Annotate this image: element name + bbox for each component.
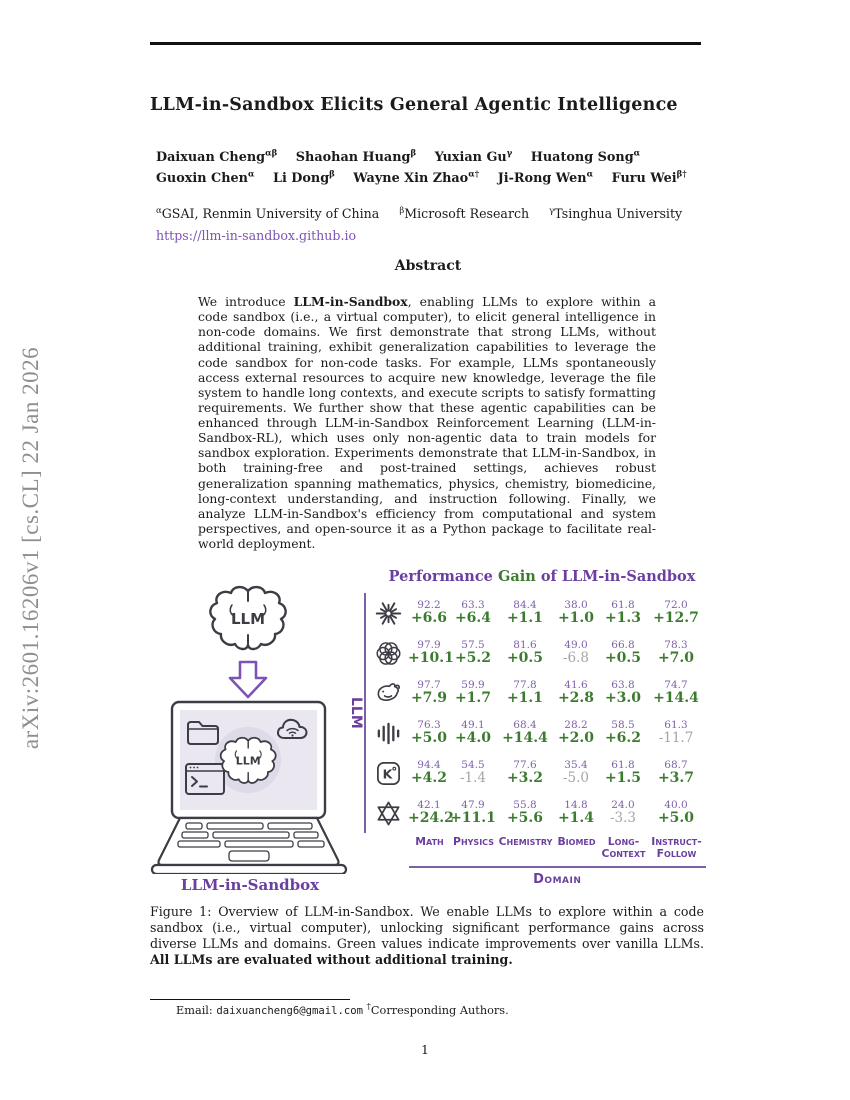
chart-title-rest: of LLM-in-Sandbox xyxy=(540,568,696,585)
screen-brain-icon xyxy=(221,738,276,783)
author-superscript: γ xyxy=(506,148,513,159)
baseline-score: 40.0 xyxy=(664,798,688,811)
score-cell xyxy=(598,640,648,666)
score-cell xyxy=(598,720,648,746)
illustration-caption: LLM-in-Sandbox xyxy=(180,876,320,894)
y-axis-label: LLM xyxy=(348,697,364,729)
baseline-score: 57.5 xyxy=(461,638,485,651)
baseline-score: 78.3 xyxy=(664,638,688,651)
gain-value: +6.6 xyxy=(410,610,448,627)
gain-value: +5.2 xyxy=(454,650,492,667)
author: Yuxian $Gu^\gamma$ xyxy=(434,148,513,165)
score-cell xyxy=(408,680,450,706)
chart-title xyxy=(378,568,706,585)
footnote-email: daixuancheng6@gmail.com xyxy=(216,1005,364,1017)
x-axis xyxy=(409,866,707,887)
author: Li Dong$^\beta$ xyxy=(272,169,335,186)
abstract-bold-term: LLM-in-Sandbox xyxy=(293,294,408,309)
baseline-score: 47.9 xyxy=(461,798,485,811)
score-cell xyxy=(496,640,554,666)
score-cell xyxy=(648,680,704,706)
column-label: Long- Context xyxy=(601,835,646,860)
score-cell xyxy=(450,720,496,746)
author: Huatong Song$^\alpha$ xyxy=(530,148,641,165)
gain-value: +24.2 xyxy=(408,810,454,827)
performance-chart xyxy=(348,568,706,887)
baseline-score: 97.7 xyxy=(417,678,441,691)
gain-value: +0.5 xyxy=(604,650,642,667)
gain-value: +2.8 xyxy=(557,690,595,707)
column-label: Instruct- Follow xyxy=(651,835,702,860)
score-cell xyxy=(598,760,648,786)
gain-value: +7.9 xyxy=(410,690,448,707)
gain-value: +1.0 xyxy=(557,610,595,627)
baseline-score: 49.1 xyxy=(461,718,485,731)
author-superscript: β xyxy=(410,148,417,159)
baseline-score: 66.8 xyxy=(611,638,635,651)
score-cell xyxy=(648,600,704,626)
chart-grid xyxy=(364,593,706,833)
chart-title-gain: Gain xyxy=(497,568,536,585)
baseline-score: 35.4 xyxy=(564,759,588,772)
score-cell xyxy=(554,600,598,626)
paper-title: LLM-in-Sandbox Elicits General Agentic Intelligence xyxy=(150,95,678,115)
gain-value: -3.3 xyxy=(609,810,637,827)
footnote-rule xyxy=(150,999,350,1000)
score-cell xyxy=(598,800,648,826)
down-arrow-icon xyxy=(230,662,266,697)
score-cell xyxy=(648,800,704,826)
qwen-model-icon xyxy=(368,800,408,827)
affiliation-superscript: β xyxy=(399,205,405,216)
laptop-base xyxy=(152,865,346,874)
gain-value: +6.4 xyxy=(454,610,492,627)
baseline-score: 76.3 xyxy=(417,718,441,731)
gain-value: +5.0 xyxy=(410,730,448,747)
starburst-model-icon xyxy=(368,600,408,627)
gain-value: -5.0 xyxy=(562,770,590,787)
gain-value: -6.8 xyxy=(562,650,590,667)
score-cell xyxy=(496,600,554,626)
baseline-score: 28.2 xyxy=(564,718,588,731)
project-link[interactable]: https://llm-in-sandbox.github.io xyxy=(156,228,357,243)
abstract-text xyxy=(198,294,656,551)
baseline-score: 59.9 xyxy=(461,678,485,691)
score-cell xyxy=(408,638,454,667)
gain-value: +12.7 xyxy=(653,610,699,627)
score-cell xyxy=(408,798,454,827)
gain-value: +5.6 xyxy=(506,810,544,827)
author: Daixuan Cheng$^{\alpha\beta}$ xyxy=(156,148,278,165)
openai-model-icon xyxy=(368,640,408,667)
gain-value: -11.7 xyxy=(658,730,694,747)
column-label: Physics xyxy=(453,835,494,848)
column-label: Chemistry xyxy=(498,835,553,848)
baseline-score: 58.5 xyxy=(611,718,635,731)
author-superscript: α xyxy=(247,169,255,180)
affiliation: $^\gamma$Tsinghua University xyxy=(549,205,683,221)
score-cell xyxy=(496,800,554,826)
baseline-score: 77.8 xyxy=(513,678,537,691)
baseline-score: 74.7 xyxy=(664,678,688,691)
author: Ji-Rong Wen$^\alpha$ xyxy=(497,169,594,186)
abstract-pre: We introduce xyxy=(198,294,294,309)
footnote-corresponding: Corresponding Authors. xyxy=(370,1004,509,1017)
baseline-score: 92.2 xyxy=(417,598,441,611)
baseline-score: 41.6 xyxy=(564,678,588,691)
figure-caption-text: Figure 1: Overview of LLM-in-Sandbox. We enable LLMs to explore within a code sandbox (i.e., virtual computer), unlocking significant performance gains across diverse LLMs and domains. Green values indicate improvements over vanilla LLMs. xyxy=(150,904,704,952)
baseline-score: 61.8 xyxy=(611,598,635,611)
author: Furu Wei$^{\beta\dagger}$ xyxy=(611,169,687,186)
baseline-score: 68.7 xyxy=(664,758,688,771)
baseline-score: 49.0 xyxy=(564,639,588,652)
footnote xyxy=(150,1004,706,1017)
baseline-score: 94.4 xyxy=(417,758,441,771)
figure-caption xyxy=(150,904,704,968)
column-label: Math xyxy=(415,835,444,848)
arxiv-watermark: arXiv:2601.16206v1 [cs.CL] 22 Jan 2026 xyxy=(18,346,43,750)
author-superscript: α† xyxy=(468,169,480,180)
baseline-score: 24.0 xyxy=(611,799,635,812)
score-cell xyxy=(450,680,496,706)
score-cell xyxy=(496,680,554,706)
score-cell xyxy=(554,680,598,706)
baseline-score: 55.8 xyxy=(513,798,537,811)
author: Guoxin Chen$^\alpha$ xyxy=(156,169,255,186)
folder-icon xyxy=(188,722,218,744)
gain-value: +4.2 xyxy=(410,770,448,787)
sandbox-illustration xyxy=(150,574,350,894)
chart-title-performance: Performance xyxy=(388,568,493,585)
llm-brain-icon xyxy=(210,587,285,649)
gain-value: +11.1 xyxy=(450,810,496,827)
column-label: Biomed xyxy=(557,835,596,848)
score-cell xyxy=(598,600,648,626)
gain-value: +1.1 xyxy=(506,610,544,627)
baseline-score: 38.0 xyxy=(564,598,588,611)
gain-value: +10.1 xyxy=(408,650,454,667)
score-cell xyxy=(554,800,598,826)
score-cell xyxy=(450,640,496,666)
gain-value: +2.0 xyxy=(557,730,595,747)
score-cell xyxy=(648,760,704,786)
score-cell xyxy=(450,600,496,626)
gain-value: +5.0 xyxy=(657,810,695,827)
header-rule xyxy=(150,42,701,45)
author-list xyxy=(156,148,708,189)
score-cell xyxy=(554,720,598,746)
baseline-score: 77.6 xyxy=(513,758,537,771)
score-cell xyxy=(408,600,450,626)
author-superscript: β† xyxy=(676,169,687,180)
page-number: 1 xyxy=(421,1042,429,1057)
baseline-score: 14.8 xyxy=(564,798,588,811)
score-cell xyxy=(554,640,598,666)
baseline-score: 63.8 xyxy=(611,678,635,691)
baseline-score: 54.5 xyxy=(461,759,485,772)
footnote-email-label: Email: xyxy=(176,1004,217,1017)
figure-1 xyxy=(150,560,706,905)
baseline-score: 68.4 xyxy=(513,718,537,731)
col-label-row xyxy=(364,836,706,860)
baseline-score: 72.0 xyxy=(664,598,688,611)
gain-value: +3.0 xyxy=(604,690,642,707)
score-cell xyxy=(450,760,496,786)
baseline-score: 97.9 xyxy=(417,638,441,651)
author-superscript: αβ xyxy=(265,148,278,159)
gain-value: +3.7 xyxy=(657,770,695,787)
figure-caption-bold: All LLMs are evaluated without additional training. xyxy=(150,952,513,968)
score-cell xyxy=(408,720,450,746)
svg-text:K: K xyxy=(382,765,392,781)
gain-value: -1.4 xyxy=(459,770,487,787)
baseline-score: 63.3 xyxy=(461,598,485,611)
score-cell xyxy=(496,720,554,746)
score-cell xyxy=(408,760,450,786)
author: Shaohan Huang$^\beta$ xyxy=(295,148,417,165)
baseline-score: 84.4 xyxy=(513,598,537,611)
score-cell xyxy=(554,760,598,786)
gain-value: +3.2 xyxy=(506,770,544,787)
gain-value: +14.4 xyxy=(653,690,699,707)
score-cell xyxy=(598,680,648,706)
author-superscript: α xyxy=(586,169,594,180)
baseline-score: 81.6 xyxy=(513,638,537,651)
gain-value: +1.3 xyxy=(604,610,642,627)
whale-model-icon xyxy=(368,680,408,707)
laptop-icon xyxy=(152,702,346,874)
score-cell xyxy=(648,640,704,666)
gain-value: +0.5 xyxy=(506,650,544,667)
affiliation: $^\beta$Microsoft Research xyxy=(399,205,530,221)
author-superscript: β xyxy=(329,169,335,180)
waveform-model-icon xyxy=(368,720,408,747)
gain-value: +1.1 xyxy=(506,690,544,707)
laptop-touchpad xyxy=(229,851,269,861)
score-cell xyxy=(648,720,704,746)
gain-value: +4.0 xyxy=(454,730,492,747)
gain-value: +14.4 xyxy=(502,730,548,747)
gain-value: +7.0 xyxy=(657,650,695,667)
gain-value: +6.2 xyxy=(604,730,642,747)
affiliation-superscript: γ xyxy=(549,205,555,216)
laptop-illustration-svg: LLM xyxy=(150,574,350,874)
affiliation-superscript: α xyxy=(156,205,162,216)
chart-body xyxy=(348,593,706,887)
author-superscript: α xyxy=(633,148,641,159)
gain-value: +1.7 xyxy=(454,690,492,707)
kimi-model-icon xyxy=(368,760,408,787)
score-cell xyxy=(450,800,496,826)
abstract-heading: Abstract xyxy=(394,258,462,274)
affiliation-list xyxy=(156,206,708,221)
abstract-rest: , enabling LLMs to explore within a code sandbox (i.e., a virtual computer), to elicit general intelligence in non-code domains. We first demonstrate that strong LLMs, without additional training, exhibit generalization capabilities to leverage the code sandbox for non-code tasks. For example, LLMs spontaneously access external resources to acquire new knowledge, leverage the file system to handle long contexts, and execute scripts to satisfy formatting requirements. We further show that these agentic capabilities can be enhanced through LLM-in-Sandbox Reinforcement Learning (LLM-in-Sandbox-RL), which uses only non-agentic data to train models for sandbox exploration. Experiments demonstrate that LLM-in-Sandbox, in both training-free and post-trained settings, achieves robust generalization spanning mathematics, physics, chemistry, biomedicine, long-context understanding, and instruction following. Finally, we analyze LLM-in-Sandbox's efficiency from computational and system perspectives, and open-source it as a Python package to facilitate real-world deployment. xyxy=(198,294,656,551)
terminal-icon xyxy=(186,764,224,794)
gain-value: +1.4 xyxy=(557,810,595,827)
dagger-symbol: † xyxy=(366,1002,371,1013)
baseline-score: 42.1 xyxy=(417,798,441,811)
baseline-score: 61.8 xyxy=(611,758,635,771)
score-cell xyxy=(496,760,554,786)
chart-main xyxy=(364,593,706,887)
x-axis-label: Domain xyxy=(533,871,582,887)
gain-value: +1.5 xyxy=(604,770,642,787)
baseline-score: 61.3 xyxy=(664,719,688,732)
author: Wayne Xin Zhao$^{\alpha\dagger}$ xyxy=(353,169,480,186)
affiliation: $^\alpha$GSAI, Renmin University of China xyxy=(156,205,380,221)
